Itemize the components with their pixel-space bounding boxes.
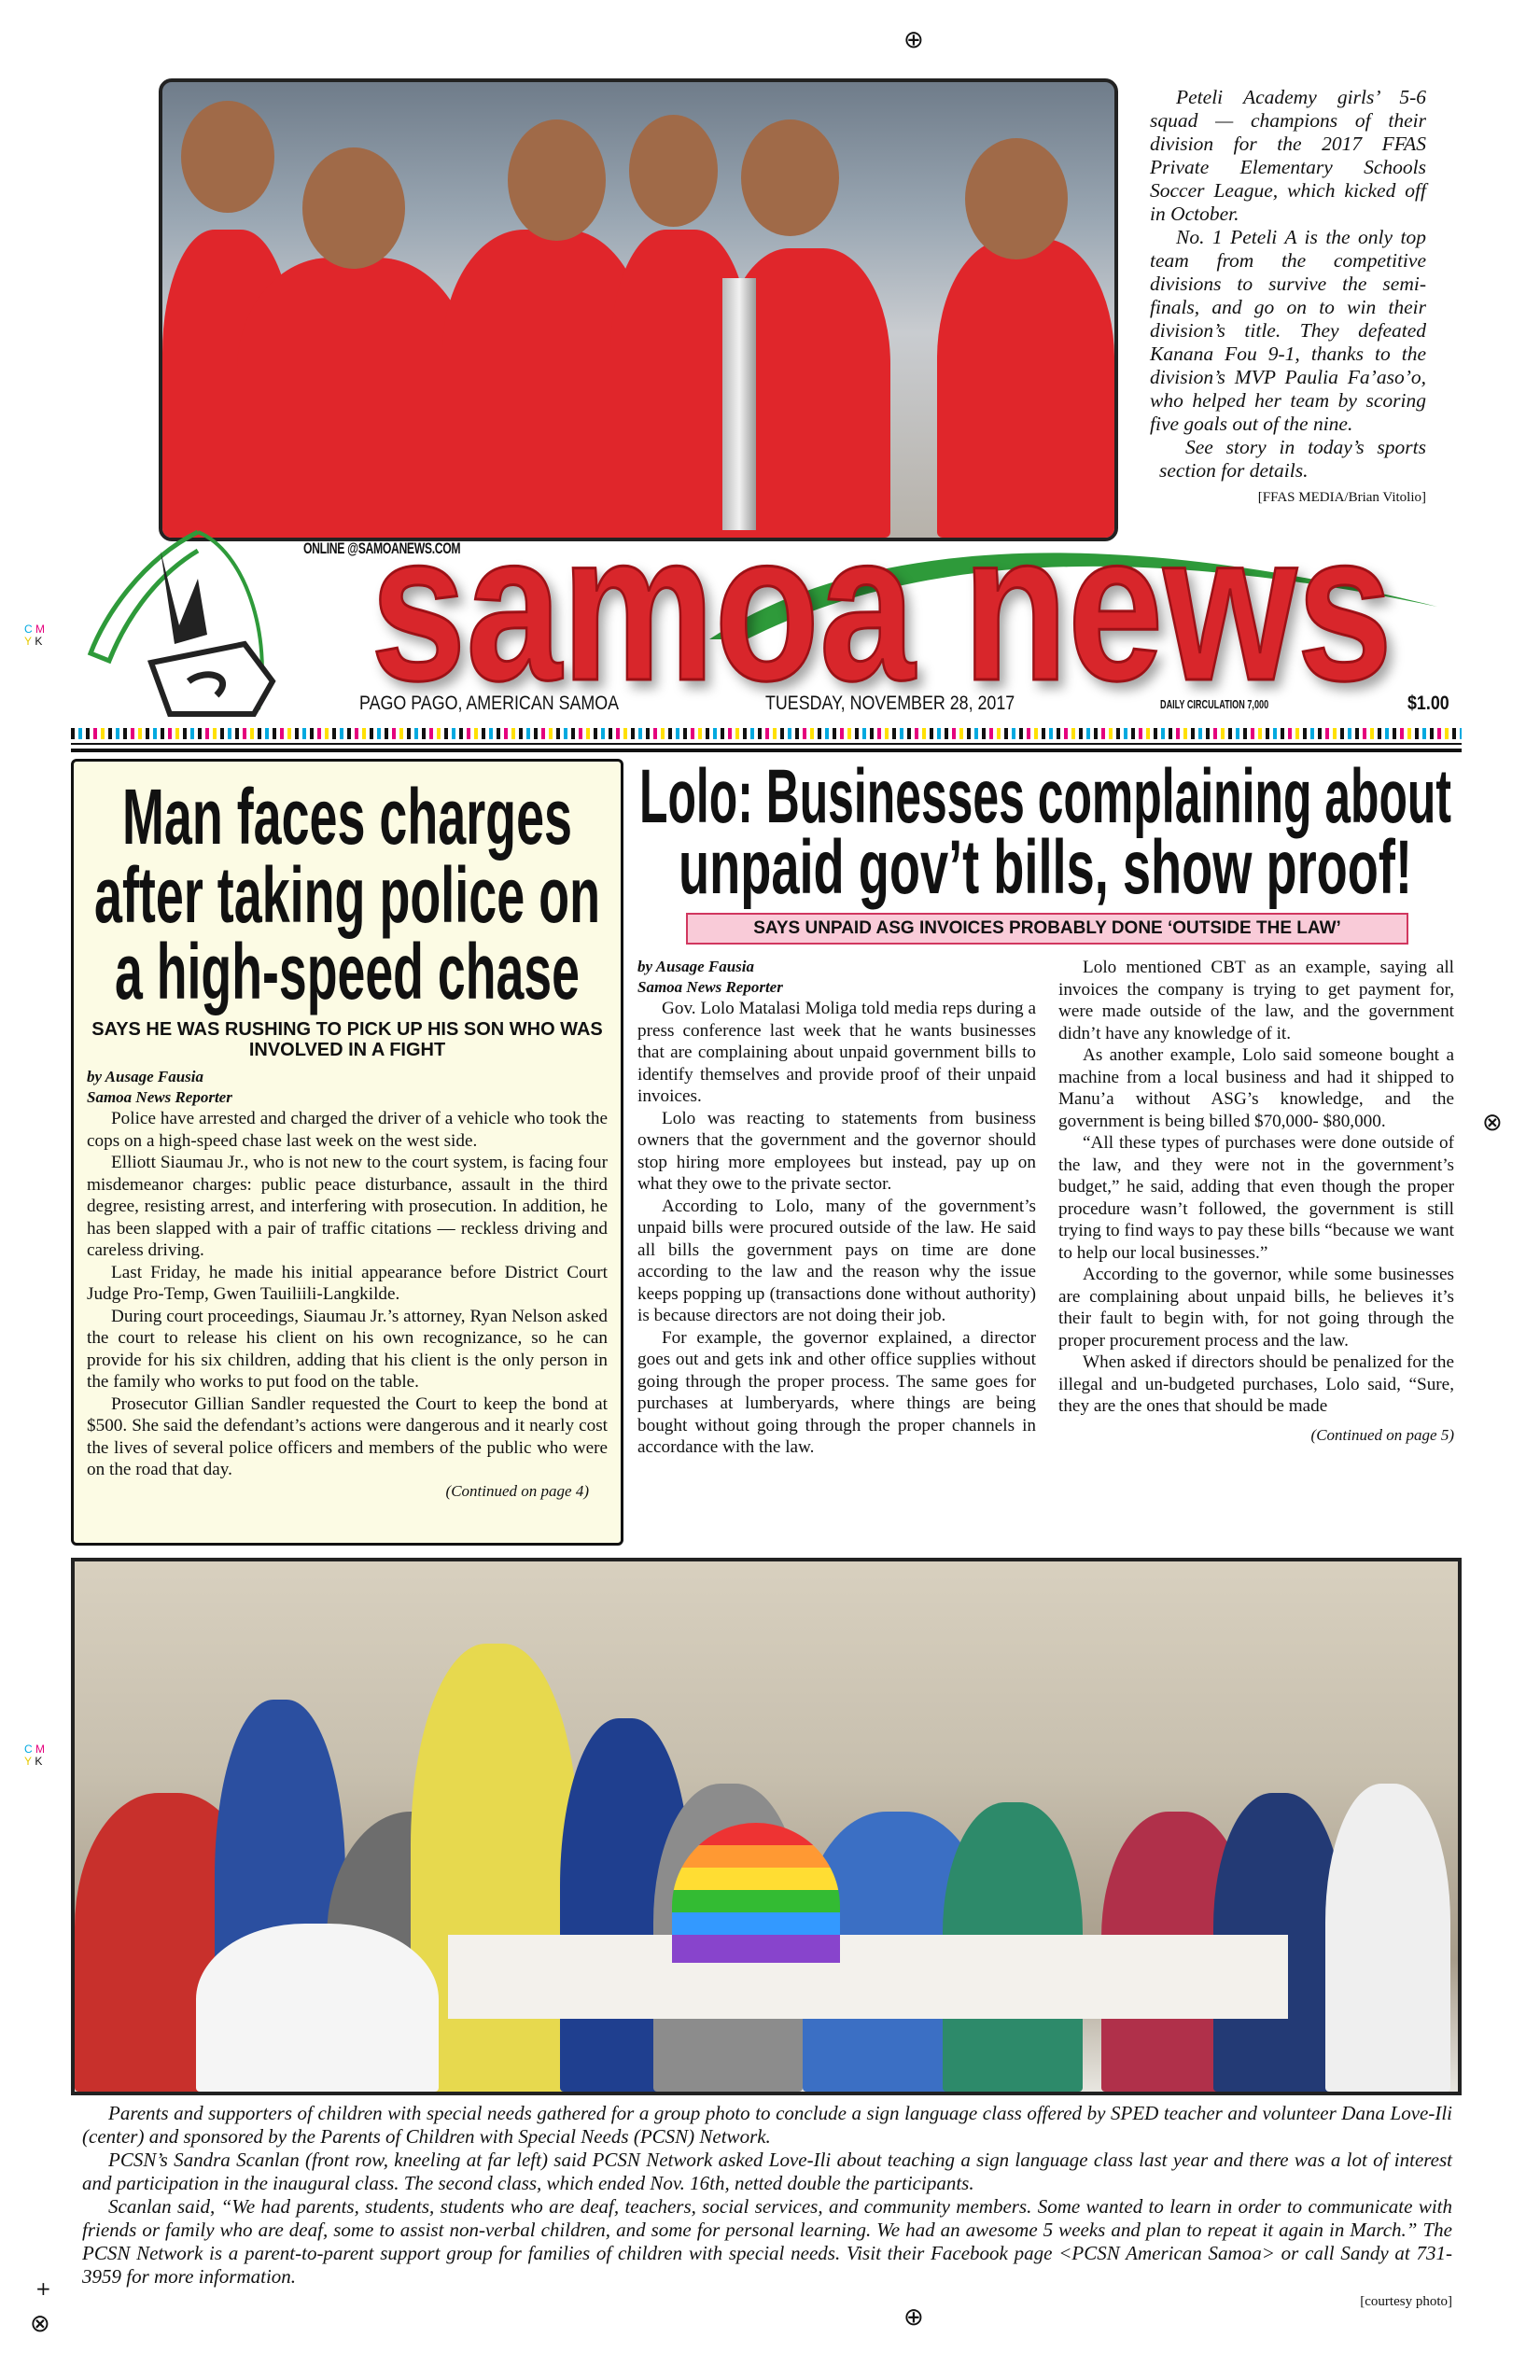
headline-line: Man faces charges	[122, 773, 572, 861]
article-paragraph: Elliott Siaumau Jr., who is not new to the court system, is facing four misdemeanor charges: public peace disturbance, assault in the third degree, resisting arrest, and interfering with prosecution. In addition, he has been slapped with a pair of traffic citations — reckless driving and careless driving.	[87, 1153, 608, 1260]
continued-link[interactable]: (Continued on page 4)	[445, 1481, 589, 1500]
cmyk-y: Y	[24, 635, 33, 648]
main-article-subhead: SAYS UNPAID ASG INVOICES PROBABLY DONE ‘OUTSIDE THE LAW’	[686, 913, 1408, 945]
trophy	[722, 278, 756, 530]
cmyk-c: C	[24, 623, 33, 636]
issue-date: TUESDAY, NOVEMBER 28, 2017	[765, 693, 1015, 714]
dateline-location: PAGO PAGO, AMERICAN SAMOA	[359, 693, 620, 714]
samoa-news-logo-icon	[86, 523, 329, 719]
article-paragraph: When asked if directors should be penalized for the illegal and un-budgeted purchases, Lolo said, “Sure, they are the ones that should be made	[1058, 1352, 1454, 1416]
main-article-headline[interactable]	[630, 758, 1461, 911]
byline-title: Samoa News Reporter	[87, 1088, 232, 1106]
pcsn-group-photo	[71, 1558, 1462, 2095]
left-article-headline[interactable]	[74, 762, 621, 1018]
left-article-subhead: SAYS HE WAS RUSHING TO PICK UP HIS SON WHO WAS INVOLVED IN A FIGHT	[91, 1019, 603, 1060]
bottom-photo-caption	[82, 2102, 1452, 2314]
cmyk-m: M	[35, 1743, 46, 1756]
crop-mark-bottom-left-icon: ⊗	[30, 2310, 50, 2338]
cmyk-c: C	[24, 1743, 33, 1756]
newspaper-nameplate	[369, 523, 1423, 700]
daily-circulation: DAILY CIRCULATION 7,000	[1160, 697, 1269, 711]
top-photo-caption	[1150, 86, 1426, 510]
color-triangle-strip	[71, 728, 1462, 739]
byline-title: Samoa News Reporter	[637, 978, 783, 996]
article-paragraph: Gov. Lolo Matalasi Moliga told media reps during a press conference last week that he wants businesses that are complaining about unpaid government bills to identify themselves and provide proof of their unpaid invoices.	[637, 999, 1036, 1106]
article-paragraph: During court proceedings, Siaumau Jr.’s attorney, Ryan Nelson asked the court to release his client on his own recognizance, so he can provide for his six children, adding that his client is the only person in the family who works to put food on the table.	[87, 1306, 608, 1392]
article-paragraph: Lolo mentioned CBT as an example, saying all invoices the company is trying to get payment for, were made outside of the law, and the government didn’t have any knowledge of it.	[1058, 958, 1454, 1043]
byline: by Ausage Fausia	[637, 958, 755, 975]
masthead-rule	[71, 743, 1462, 745]
left-article-box	[71, 759, 623, 1546]
article-paragraph: According to the governor, while some businesses are complaining about unpaid bills, he believes it’s their fault to begin with, for not going through the proper procurement process and the law.	[1058, 1265, 1454, 1351]
caption-paragraph: Scanlan said, “We had parents, students, students who are deaf, teachers, social services, and community members. Some wanted to learn in order to communicate with friends or family who are deaf, some to assist non-verbal children, and some for personal learning. We had an awesome 5 weeks and plan to repeat it again in March.” The PCSN Network is a parent-to-parent support group for families of children with special needs. Visit their Facebook page <PCSN American Samoa> or call Sandy at 731-3959 for more information.	[82, 2195, 1452, 2288]
headline-line: unpaid gov’t bills, show proof!	[679, 825, 1412, 910]
article-paragraph: “All these types of purchases were done outside of the law, and they were not in the government’s budget,” he said, adding that even though the proper procedure wasn’t followed, the government is still trying to find ways to pay these bills “because we want to help our local businesses.”	[1058, 1133, 1454, 1263]
caption-paragraph: PCSN’s Sandra Scanlan (front row, kneeling at far left) said PCSN Network asked Love-Ili about teaching a sign language class last year and there was a lot of interest and participation in the inaugural class. The second class, which ended Nov. 16th, netted double the participants.	[82, 2149, 1452, 2194]
website-link[interactable]: ONLINE @SAMOANEWS.COM	[303, 539, 461, 557]
nameplate-text: samoa news	[371, 523, 1393, 700]
article-paragraph: According to Lolo, many of the government’s unpaid bills were procured outside of the law. He said all bills the government pays on time are done according to the law and the reason why the issue keeps popping up (transactions done without authority) is because directors are not doing their job.	[637, 1196, 1036, 1325]
masthead-rule-thick	[71, 749, 1462, 752]
table	[448, 1935, 1288, 2019]
caption-paragraph: See story in today’s sports section for details.	[1159, 436, 1426, 482]
article-paragraph: For example, the governor explained, a director goes out and gets ink and other office supplies without going through the proper process. The same goes for purchases at lumberyards, where things are being bought without going through the proper channels in accordance with the law.	[637, 1327, 1036, 1457]
article-paragraph: Police have arrested and charged the driver of a vehicle who took the cops on a high-speed chase last week on the west side.	[87, 1109, 608, 1151]
soccer-team-photo	[159, 78, 1118, 541]
cmyk-k: K	[35, 635, 43, 648]
left-article-body	[87, 1067, 608, 1502]
article-paragraph: As another example, Lolo said someone bought a machine from a local business and had it shipped to Manu’a without ASG’s knowledge, and the government is being billed $70,000- $80,000.	[1058, 1045, 1454, 1131]
continued-link[interactable]: (Continued on page 5)	[1310, 1425, 1454, 1444]
headline-line: after taking police on	[94, 851, 600, 939]
crop-tick-icon: +	[35, 2277, 51, 2300]
main-article-column-1	[637, 957, 1036, 1459]
article-paragraph: Prosecutor Gillian Sandler requested the Court to keep the bond at $500. She said the defendant’s actions were dangerous and it nearly cost the lives of several police officers and members of the public who were on the road that day.	[87, 1393, 608, 1479]
price: $1.00	[1407, 693, 1449, 714]
registration-mark-top-icon: ⊕	[903, 26, 924, 54]
cmyk-y: Y	[24, 1755, 33, 1768]
cmyk-k: K	[35, 1755, 43, 1768]
headline-line: Lolo: Businesses complaining about	[639, 758, 1451, 839]
photo-credit: [FFAS MEDIA/Brian Vitolio]	[1257, 490, 1426, 505]
photo-credit: [courtesy photo]	[1360, 2294, 1452, 2309]
registration-mark-bottom-icon: ⊕	[903, 2303, 924, 2331]
byline: by Ausage Fausia	[87, 1068, 204, 1085]
caption-paragraph: Parents and supporters of children with special needs gathered for a group photo to conclude a sign language class offered by SPED teacher and volunteer Dana Love-Ili (center) and sponsored by the Parents of Children with Special Needs (PCSN) Network.	[82, 2102, 1452, 2148]
crop-mark-right-icon: ⊗	[1482, 1109, 1503, 1137]
caption-paragraph: No. 1 Peteli A is the only top team from the competitive divisions to survive the semi-finals, and go on to win their division’s title. They defeated Kanana Fou 9-1, thanks to the division’s MVP Paulia Fa’aso’o, who helped her team by scoring five goals out of the nine.	[1150, 226, 1426, 435]
cmyk-m: M	[35, 623, 46, 636]
caption-paragraph: Peteli Academy girls’ 5-6 squad — champions of their division for the 2017 FFAS Private Elementary Schools Soccer League, which kicked off in October.	[1150, 86, 1426, 225]
main-article-column-2	[1058, 957, 1454, 1446]
article-paragraph: Lolo was reacting to statements from business owners that the government and the governor should stop hiring more employees but instead, pay up on what they owe to the private sector.	[637, 1108, 1036, 1194]
cmyk-mark-bottom	[24, 1743, 52, 1768]
article-paragraph: Last Friday, he made his initial appearance before District Court Judge Pro-Temp, Gwen Tauiliili-Langkilde.	[87, 1262, 608, 1304]
headline-line: a high-speed chase	[115, 928, 580, 1015]
cmyk-mark-top	[24, 623, 52, 648]
